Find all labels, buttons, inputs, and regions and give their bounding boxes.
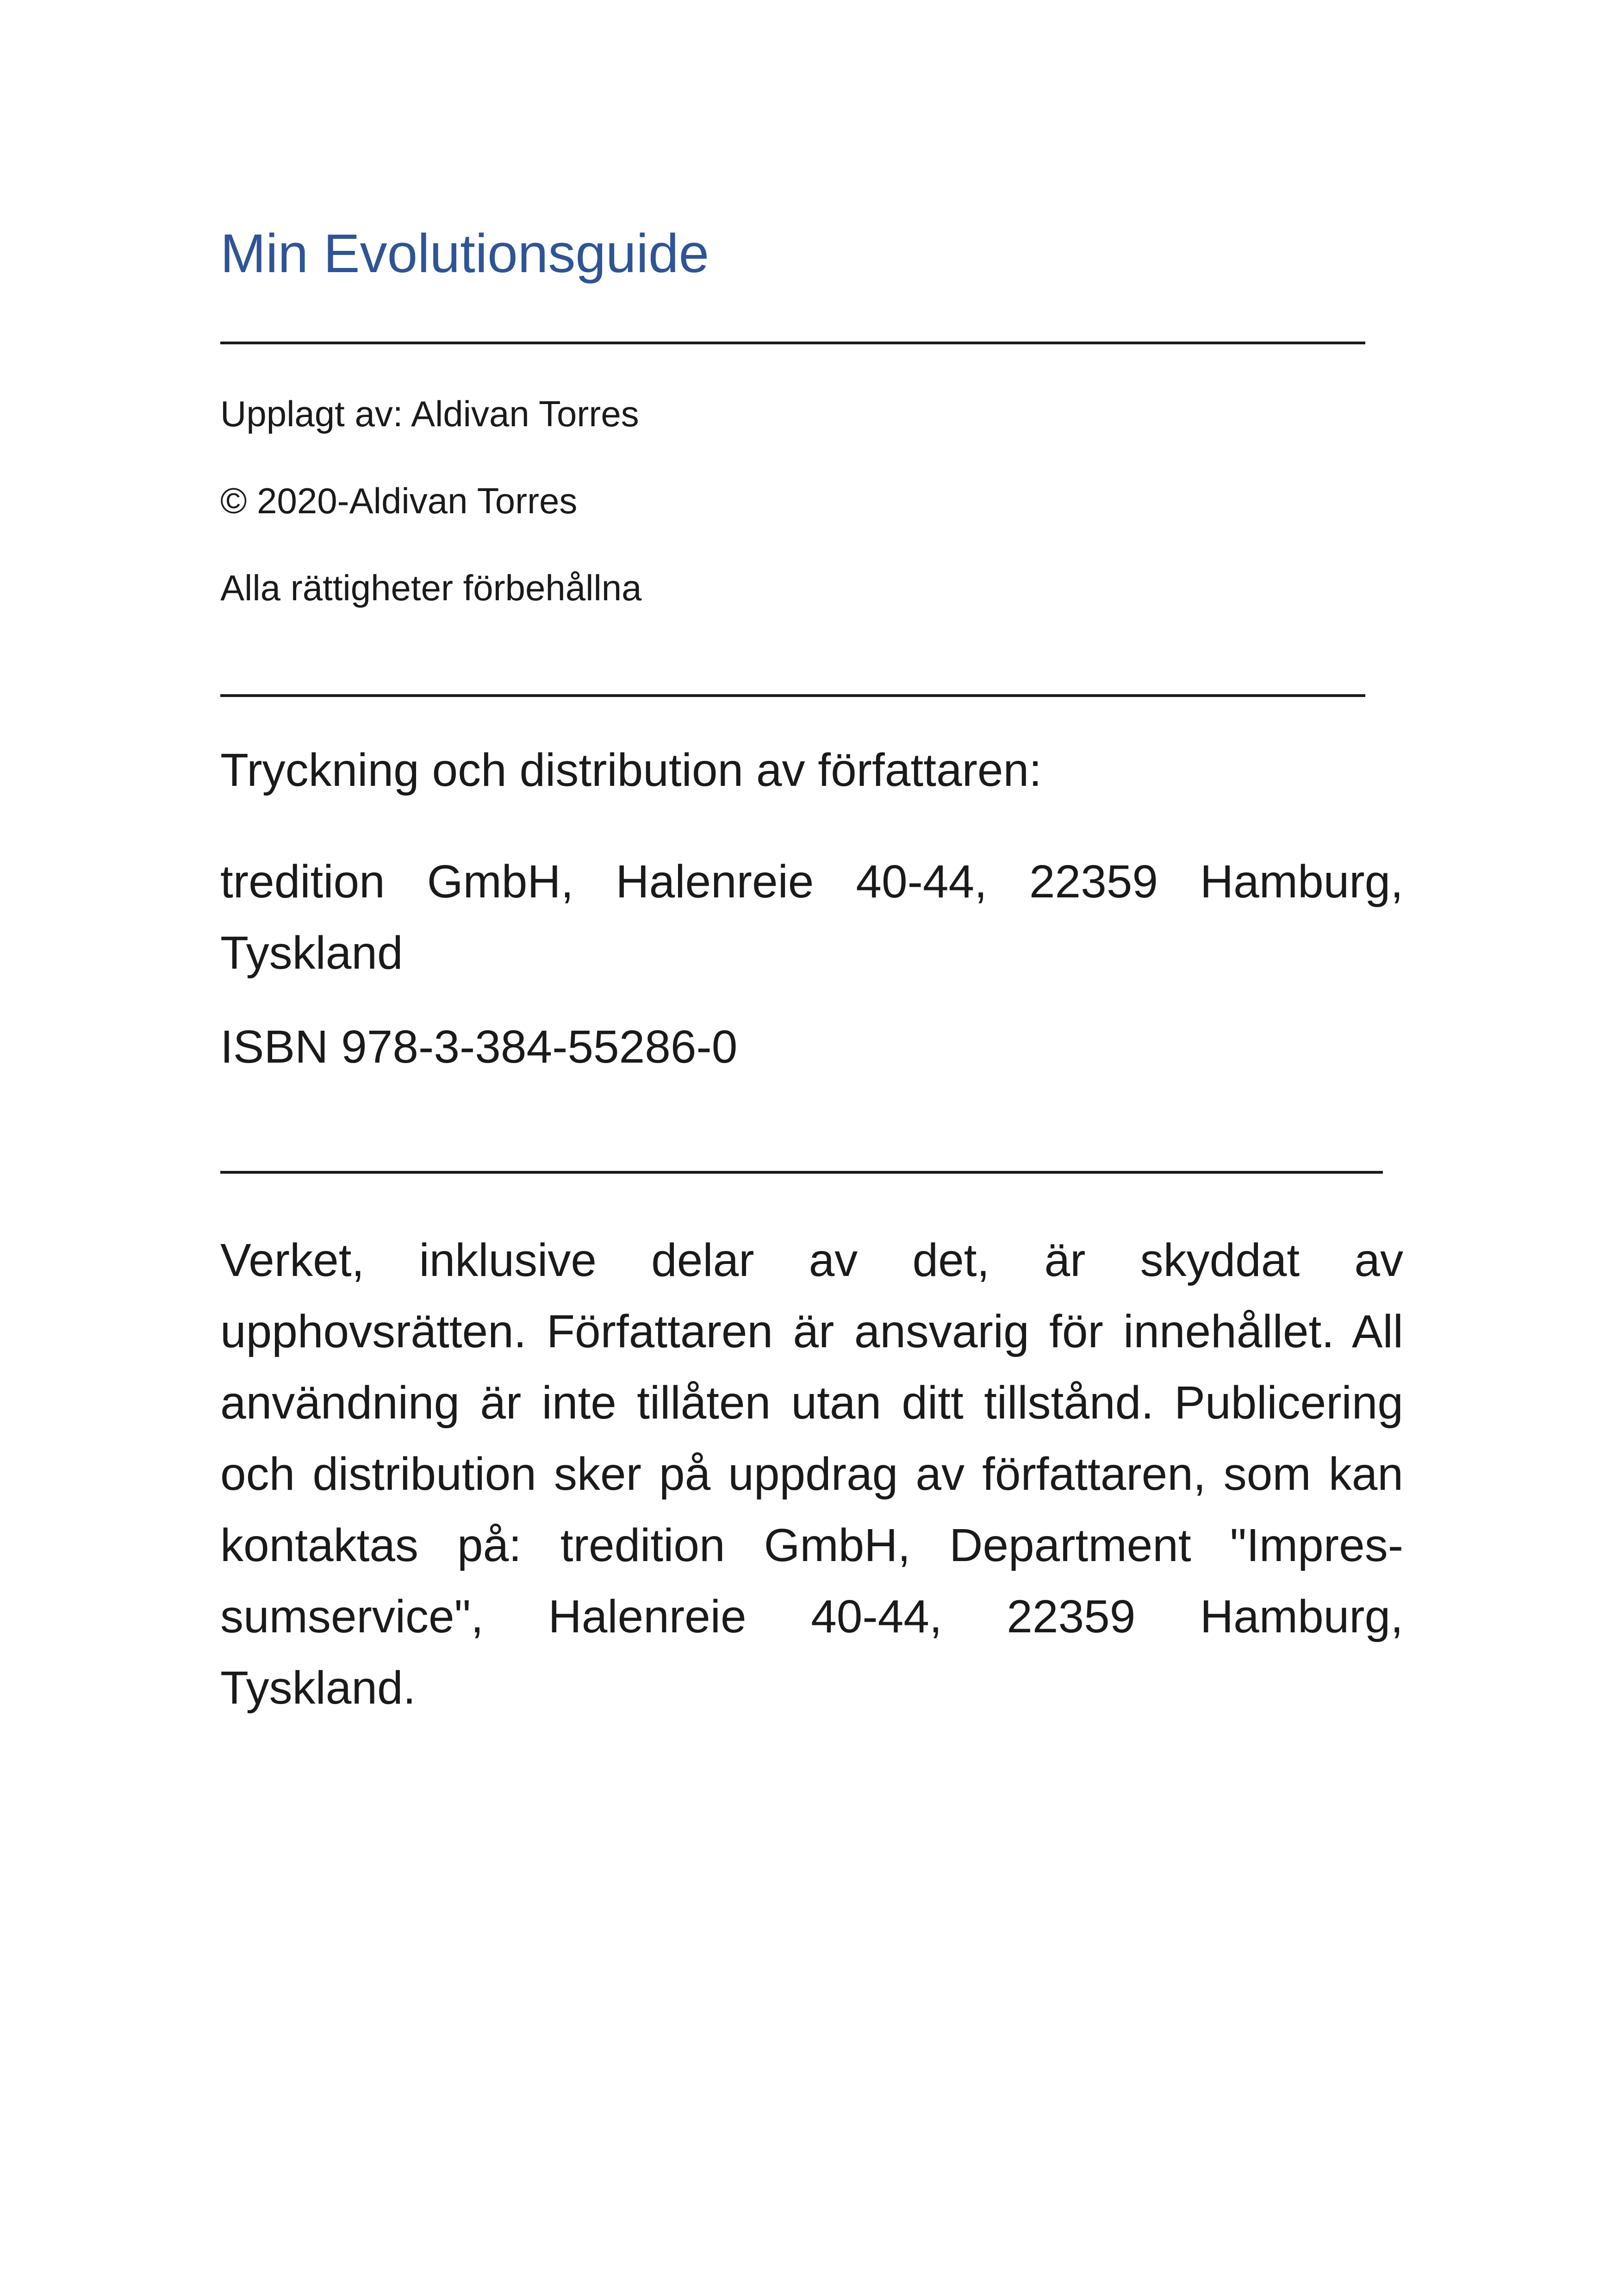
isbn-line: ISBN 978-3-384-55286-0 xyxy=(220,1021,738,1073)
legal-notice: Verket, inklusive delar av det, är skyddat av upphovsrätten. Författaren är ansvarig för innehållet. All användning är inte tillåten utan ditt tillstånd. Publicering och distribution sker på uppdrag av författaren, som kan kontaktas på: tredition GmbH, Department "Impres-sumservice", Halenreie 40-44, 22359 Hamburg, Tyskland. xyxy=(220,1234,1403,1714)
printing-heading: Tryckning och distribution av författaren: xyxy=(220,744,1042,796)
printer-address: tredition GmbH, Halenreie 40-44, 22359 Hamburg, Tyskland xyxy=(220,856,1403,979)
divider-top xyxy=(220,342,1365,344)
divider-middle xyxy=(220,694,1365,697)
publisher-line: Upplagt av: Aldivan Torres xyxy=(220,393,639,434)
book-title: Min Evolutionsguide xyxy=(220,223,709,284)
copyright-line: © 2020-Aldivan Torres xyxy=(220,480,578,521)
rights-line: Alla rättigheter förbehållna xyxy=(220,567,642,608)
divider-bottom xyxy=(220,1171,1383,1174)
